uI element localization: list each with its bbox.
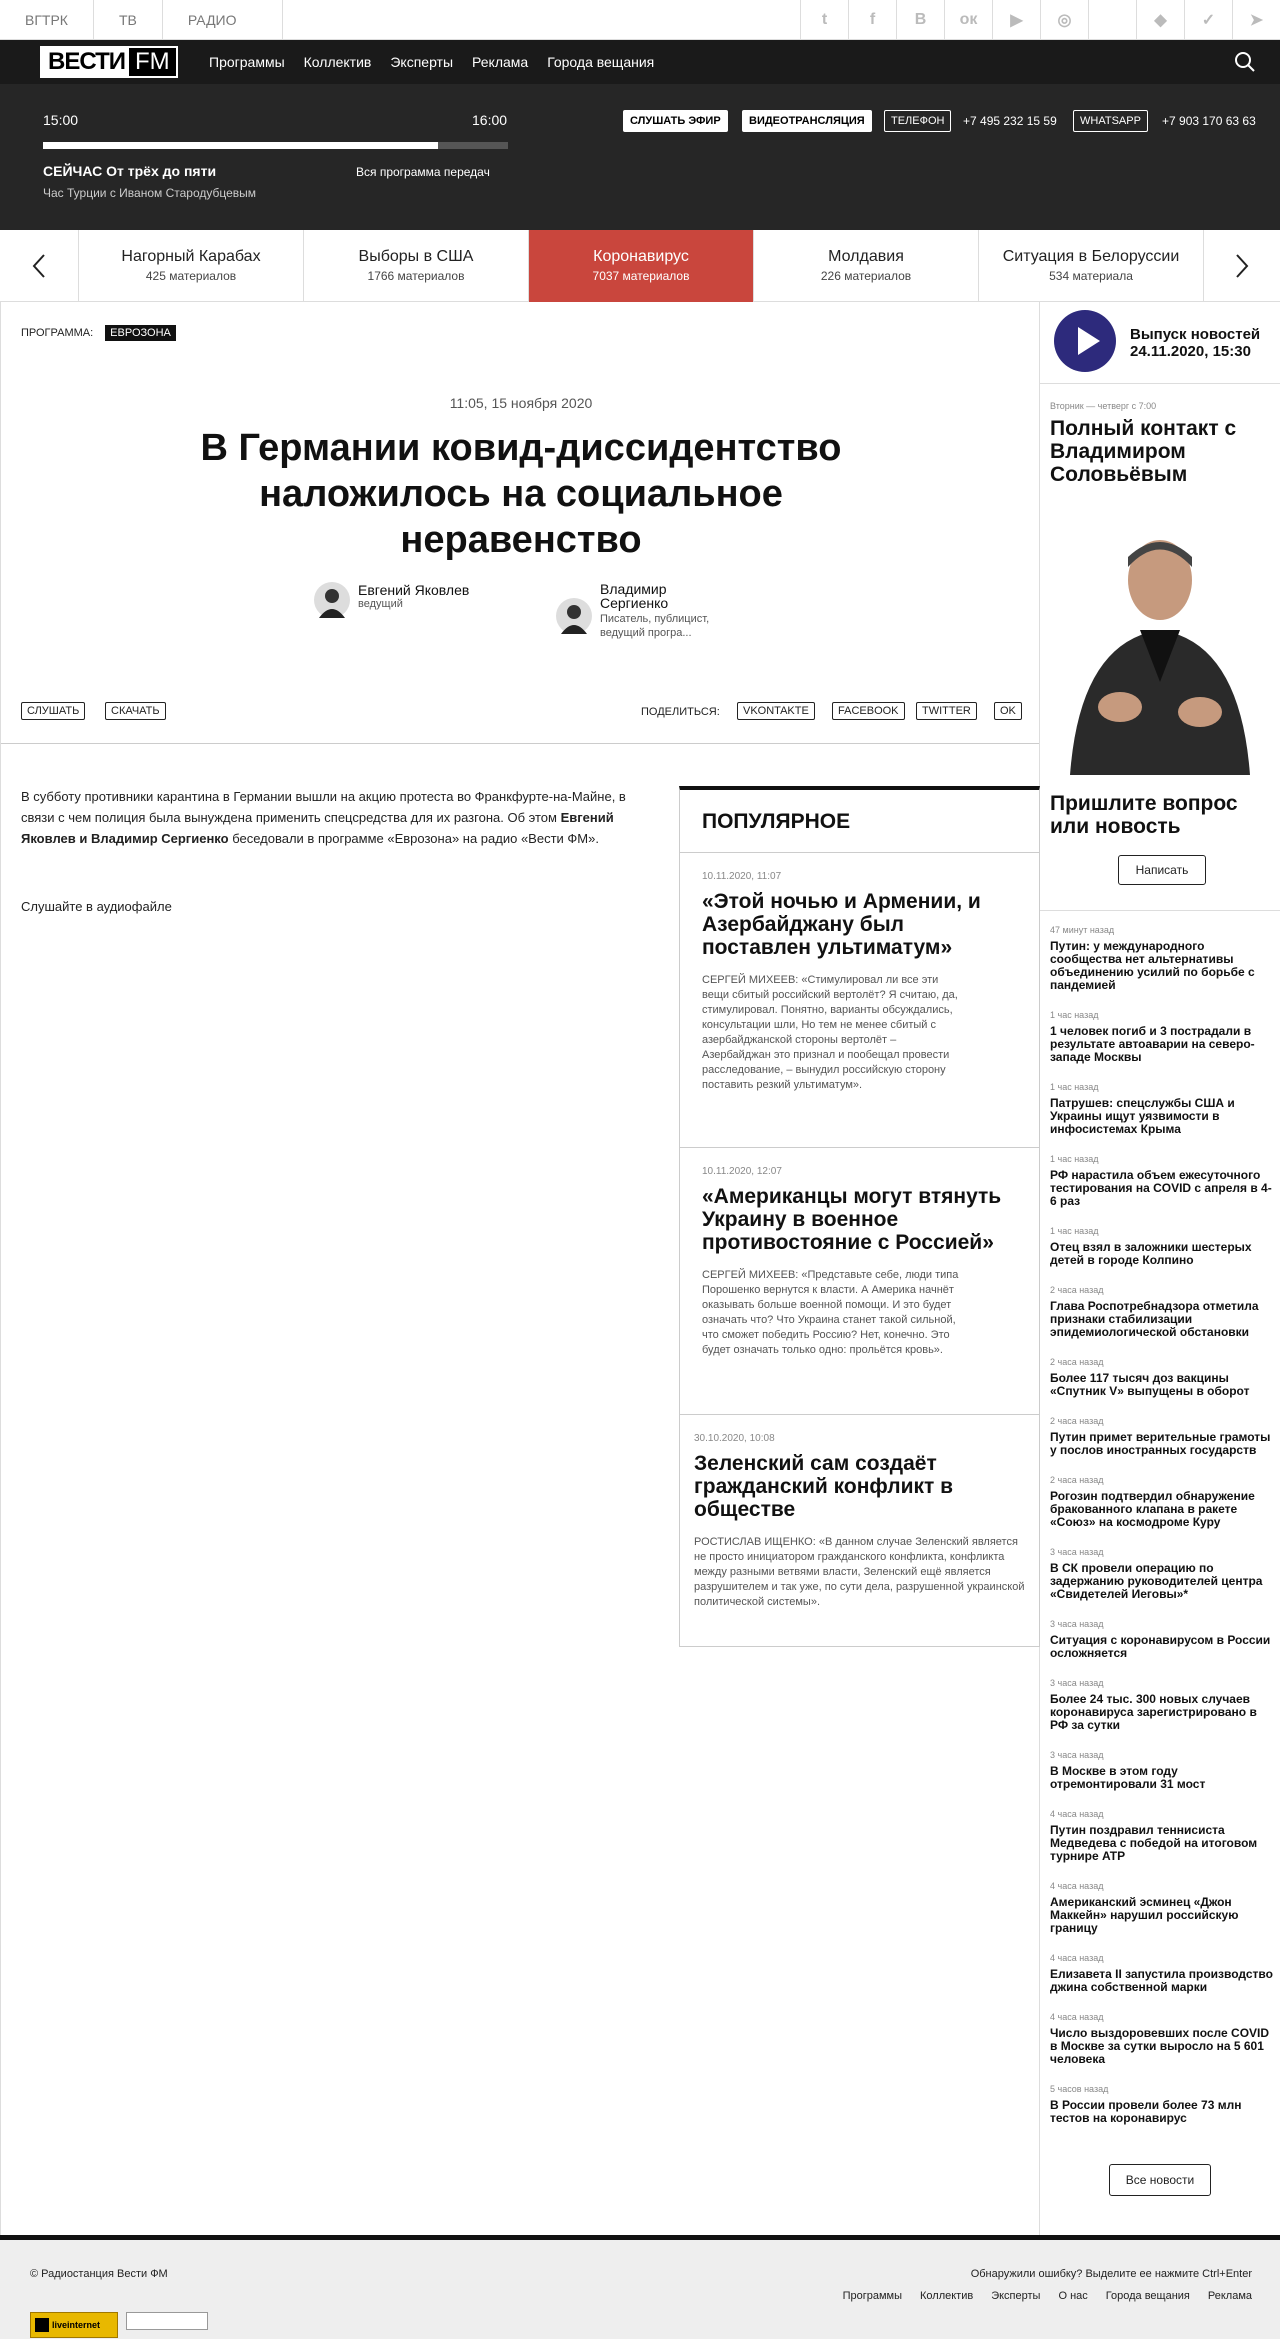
menu-team[interactable]: Коллектив [303,54,372,70]
article-paragraph [21,786,643,849]
news-title: Путин поздравил теннисиста Медведева с победой на итоговом турнире ATP [1050,1823,1258,1863]
topic-karabakh[interactable] [78,230,303,302]
news-release[interactable] [1040,302,1280,384]
news-time: 5 часов назад [1050,2084,1109,2094]
counter-icon [35,2318,49,2332]
news-title: Число выздоровевших после COVID в Москве за сутки выросло на 5 601 человека [1050,2026,1270,2066]
news-time: 3 часа назад [1050,1678,1104,1688]
player-end-time: 16:00 [472,112,508,128]
phone-number: +7 495 232 15 59 [963,114,1057,128]
news-time: 1 час назад [1050,1082,1099,1092]
share-facebook[interactable]: FACEBOOK [832,702,905,720]
program-label: ПРОГРАММА: [21,327,94,339]
news-item[interactable] [1050,1953,1275,1994]
author-name: Владимир Сергиенко [600,581,669,611]
whatsapp-number: +7 903 170 63 63 [1162,114,1256,128]
author-1[interactable] [314,582,469,618]
news-item[interactable] [1050,1357,1275,1398]
twitter-icon[interactable]: t [800,0,848,40]
apple-icon[interactable] [1088,0,1136,40]
news-title: Путин примет верительные грамоты у послов иностранных государств [1050,1430,1271,1457]
player-start-time: 15:00 [43,112,79,128]
footer-link-experts[interactable]: Эксперты [991,2290,1041,2302]
player-progress-fill [43,142,438,149]
news-item[interactable] [1050,1750,1275,1791]
author-avatar [314,582,350,618]
play-icon[interactable] [1054,310,1116,372]
news-title: В СК провели операцию по задержанию руководителей центра «Свидетелей Иеговы»* [1050,1561,1263,1601]
footer-error-hint: Обнаружили ошибку? Выделите ее нажмите Ctrl+Enter [970,2268,1252,2280]
news-item[interactable] [1050,1226,1275,1267]
chevron-left-icon [32,253,46,279]
now-title: От трёх до пяти [106,163,217,179]
news-item[interactable] [1050,1285,1275,1339]
listen-live-button[interactable]: СЛУШАТЬ ЭФИР [623,110,728,132]
now-subtitle: Час Турции с Иваном Стародубцевым [43,186,257,200]
menu-experts[interactable]: Эксперты [390,54,454,70]
schedule-link[interactable]: Вся программа передач [356,165,490,179]
author-avatar [556,598,592,634]
program-tag[interactable]: ЕВРОЗОНА [105,325,176,341]
news-item[interactable] [1050,1678,1275,1732]
news-time: 2 часа назад [1050,1285,1104,1295]
news-time: 2 часа назад [1050,1416,1104,1426]
program-line [21,325,176,341]
news-item[interactable] [1050,2084,1275,2125]
popular-title: «Этой ночью и Армении, и Азербайджану был поставлен ультиматум» [702,890,981,959]
share-twitter[interactable]: TWITTER [916,702,977,720]
author-role: Писатель, публицист, ведущий програ... [600,613,710,639]
youtube-icon[interactable]: ▶ [992,0,1040,40]
popular-date: 10.11.2020, 11:07 [702,871,782,882]
vk-icon[interactable]: В [896,0,944,40]
now-playing [43,163,216,179]
menu-programs[interactable]: Программы [209,54,285,70]
share-vk[interactable]: VKONTAKTE [737,702,815,720]
top-link-tv[interactable]: ТВ [94,0,163,40]
listen-button[interactable]: СЛУШАТЬ [21,702,85,720]
logo-part-vesti: ВЕСТИ [40,46,129,78]
release-date: 24.11.2020, 15:30 [1130,343,1251,360]
news-time: 47 минут назад [1050,925,1115,935]
counter-label: liveinternet [52,2320,101,2330]
host-photo[interactable] [1040,522,1280,775]
telegram-icon[interactable]: ➤ [1232,0,1280,40]
whatsapp-button[interactable]: WHATSAPP [1073,110,1148,132]
popular-date: 10.11.2020, 12:07 [702,1166,782,1177]
news-time: 4 часа назад [1050,1809,1104,1819]
share-label: ПОДЕЛИТЬСЯ: [641,706,720,718]
author-role: ведущий [358,598,403,610]
footer-link-cities[interactable]: Города вещания [1105,2290,1190,2302]
topic-count: 226 материалов [820,269,912,283]
news-time: 2 часа назад [1050,1357,1104,1367]
news-time: 4 часа назад [1050,2012,1104,2022]
ask-title: Пришлите вопрос или новость [1050,792,1238,838]
release-title: Выпуск новостей [1130,326,1261,343]
popular-item[interactable] [680,1414,1039,1646]
liveinternet-counter[interactable] [30,2312,118,2338]
paragraph-text: В субботу противники карантина в Германии вышли на акцию протеста во Франкфурте-на-Майне, в связи с чем полиция была вынуждена применить спецсредства для их разгона. Об этом [21,789,626,825]
news-title: Елизавета II запустила производство джина собственной марки [1050,1967,1273,1994]
news-item[interactable] [1050,1619,1275,1660]
footer [0,2235,1280,2339]
news-title: Глава Роспотребнадзора отметила признаки стабилизации эпидемиологической обстановки [1050,1299,1259,1339]
news-title: Отец взял в заложники шестерых детей в городе Колпино [1050,1240,1252,1267]
news-title: Американский эсминец «Джон Маккейн» нарушил российскую границу [1050,1895,1239,1935]
topic-count: 534 материала [1049,269,1133,283]
topic-title: Выборы в США [358,248,474,265]
latest-news-list [1050,925,1275,2143]
author-2[interactable] [556,582,725,640]
author-name: Евгений Яковлев [358,582,470,598]
news-item[interactable] [1050,1082,1275,1136]
news-time: 3 часа назад [1050,1547,1104,1557]
news-item[interactable] [1050,1809,1275,1863]
topic-count: 425 материалов [145,269,237,283]
logo-part-fm: FM [129,46,178,78]
news-title: Патрушев: спецслужбы США и Украины ищут уязвимости в инфосистемах Крыма [1050,1096,1235,1136]
news-item[interactable] [1050,1010,1275,1064]
divider [1,743,1039,744]
news-title: В России провели более 73 млн тестов на коронавирус [1050,2098,1242,2125]
top-bar [0,0,1280,40]
news-time: 1 час назад [1050,1154,1099,1164]
paragraph-text-end: беседовали в программе «Еврозона» на радио «Вести ФМ». [228,831,599,846]
news-item[interactable] [1050,2012,1275,2066]
topic-count: 1766 материалов [367,269,465,283]
popular-heading: ПОПУЛЯРНОЕ [702,810,851,833]
popular-title: «Американцы могут втянуть Украину в военное противостояние с Россией» [702,1185,1002,1254]
news-item[interactable] [1050,925,1275,992]
news-time: 4 часа назад [1050,1881,1104,1891]
topic-coronavirus[interactable] [528,230,753,302]
news-title: Рогозин подтвердил обнаружение бракованного клапана в ракете «Союз» на космодроме Куру [1050,1489,1255,1529]
news-title: РФ нарастила объем ежесуточного тестирования на COVID с апреля в 4-6 раз [1050,1168,1272,1208]
footer-links [825,2290,1252,2302]
popular-text: СЕРГЕЙ МИХЕЕВ: «Представьте себе, люди типа Порошенко вернутся к власти. А Америка начнёт оказывать больше военной помощи. И это будет означать что? Что Украина станет такой сильной, что сможет победить Россию? Нет, конечно. Это будет означать только одно: прольётся кровь». [702,1269,959,1356]
audio-note: Слушайте в аудиофайле [21,899,172,914]
popular-item[interactable] [680,852,1039,1147]
topic-moldova[interactable] [753,230,978,302]
instagram-icon[interactable]: ◎ [1040,0,1088,40]
popular-item[interactable] [680,1147,1039,1414]
popular-title: Зеленский сам создаёт гражданский конфликт в обществе [694,1452,954,1521]
topic-us-elections[interactable] [303,230,528,302]
topics-carousel [0,230,1280,302]
news-item[interactable] [1050,1154,1275,1208]
news-title: 1 человек погиб и 3 пострадали в результате автоаварии на северо-западе Москвы [1050,1024,1255,1064]
popular-block [679,786,1040,1647]
news-time: 1 час назад [1050,1226,1099,1236]
share-ok[interactable]: OK [994,702,1022,720]
carousel-prev[interactable] [0,230,78,302]
topic-title: Ситуация в Белоруссии [1002,248,1180,265]
menu-cities[interactable]: Города вещания [547,54,655,70]
news-item[interactable] [1050,1416,1275,1457]
news-time: 3 часа назад [1050,1750,1104,1760]
footer-link-team[interactable]: Коллектив [920,2290,974,2302]
footer-copyright: © Радиостанция Вести ФМ [30,2268,168,2280]
social-links [800,0,1280,40]
topic-title: Нагорный Карабах [121,248,261,265]
article-date: 11:05, 15 ноября 2020 [449,395,593,411]
footer-link-about[interactable]: О нас [1058,2290,1088,2302]
news-title: В Москве в этом году отремонтировали 31 мост [1050,1764,1206,1791]
show-schedule: Вторник — четверг с 7:00 [1050,401,1157,411]
facebook-icon[interactable]: f [848,0,896,40]
topic-count: 7037 материалов [592,269,690,283]
sidebar [1040,302,1280,2235]
download-button[interactable]: СКАЧАТЬ [105,702,166,720]
write-button[interactable]: Написать [1118,855,1206,885]
top-link-vgtrk[interactable]: ВГТРК [0,0,94,40]
carousel-next[interactable] [1203,230,1280,302]
search-icon[interactable] [1234,51,1256,73]
top-link-radio[interactable]: РАДИО [163,0,283,40]
divider [1040,910,1280,911]
app-icon[interactable]: ✓ [1184,0,1232,40]
news-title: Ситуация с коронавирусом в России осложняется [1050,1633,1271,1660]
all-news-button[interactable]: Все новости [1109,2164,1211,2196]
popular-date: 30.10.2020, 10:08 [694,1433,775,1444]
topic-title: Коронавирус [593,248,689,265]
news-item[interactable] [1050,1475,1275,1529]
news-item[interactable] [1050,1881,1275,1935]
now-label: СЕЙЧАС [43,163,103,179]
site-logo[interactable] [40,46,190,78]
news-time: 4 часа назад [1050,1953,1104,1963]
news-item[interactable] [1050,1547,1275,1601]
popular-text: РОСТИСЛАВ ИЩЕНКО: «В данном случае Зеленский является не просто инициатором гражданского конфликта, конфликта между разными ветвями власти, Зеленский ещё является разрушителем и так уже, по сути дела, разрушенной украинской политической системы». [694,1536,1025,1608]
article-title: В Германии ковид-диссидентство наложилось на социальное неравенство [200,427,842,561]
popular-text: СЕРГЕЙ МИХЕЕВ: «Стимулировал ли все эти вещи сбитый российский вертолёт? Я считаю, да, стимулировал. Понятно, варианты обсуждались, консультации шли, Но тем не менее сбитый с азербайджанской стороны вертолёт – Азербайджан это признал и пообещал провести расследование, – вынудил российскую сторону поставить резкий ультиматум». [702,974,958,1091]
phone-button[interactable]: ТЕЛЕФОН [884,110,951,132]
paragraph-authors: Евгений Яковлев и Владимир Сергиенко [21,810,614,846]
menu-ads[interactable]: Реклама [472,54,529,70]
show-title[interactable]: Полный контакт с Владимиром Соловьёвым [1050,417,1237,486]
topic-title: Молдавия [828,248,904,265]
main-nav [0,40,1280,84]
footer-link-ads[interactable]: Реклама [1207,2290,1252,2302]
player-progress-bar [43,142,508,149]
video-stream-button[interactable]: ВИДЕОТРАНСЛЯЦИЯ [742,110,872,132]
topic-belarus[interactable] [978,230,1203,302]
news-title: Путин: у международного сообщества нет альтернативы объединению усилий по борьбе с пандемией [1050,939,1255,992]
news-title: Более 24 тыс. 300 новых случаев коронавируса зарегистрировано в РФ за сутки [1050,1692,1257,1732]
news-time: 3 часа назад [1050,1619,1104,1629]
secondary-counter[interactable] [126,2312,208,2330]
chevron-right-icon [1235,253,1249,279]
news-time: 2 часа назад [1050,1475,1104,1485]
live-player [0,84,1280,230]
footer-link-programs[interactable]: Программы [842,2290,902,2302]
android-icon[interactable]: ◆ [1136,0,1184,40]
odnoklassniki-icon[interactable]: ок [944,0,992,40]
news-title: Более 117 тысяч доз вакцины «Спутник V» выпущены в оборот [1050,1371,1250,1398]
news-time: 1 час назад [1050,1010,1099,1020]
